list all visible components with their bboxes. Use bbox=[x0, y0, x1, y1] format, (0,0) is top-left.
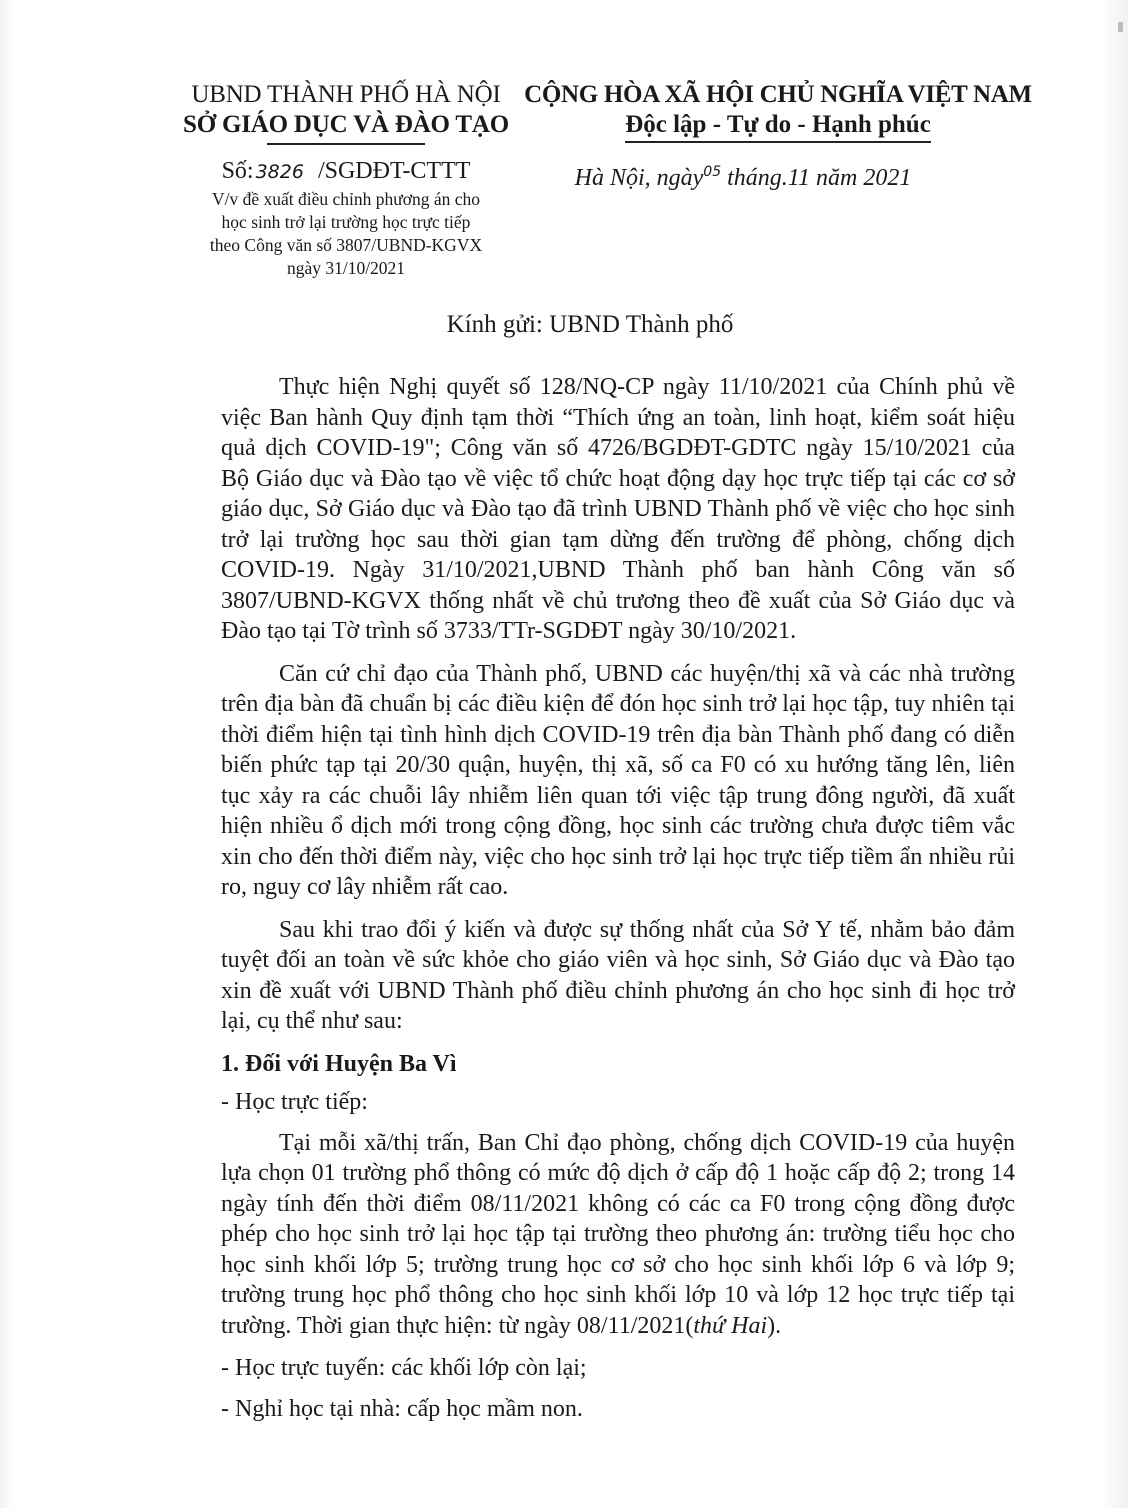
subject-line: ngày 31/10/2021 bbox=[286, 258, 406, 278]
in-person-label: - Học trực tiếp: bbox=[221, 1089, 368, 1115]
department-underline bbox=[267, 143, 425, 145]
body-paragraph: Sau khi trao đổi ý kiến và được sự thống nhất của Sở Y tế, nhằm bảo đảm tuyệt đối an toàn về sức khỏe cho giáo viên và học sinh, Sở Giáo dục và Đào tạo xin đề xuất với UBND Thành phố điều chỉnh phương án cho học sinh đi học trở lại, cụ thể như sau: bbox=[221, 916, 1015, 1034]
in-person-text: Tại mỗi xã/thị trấn, Ban Chỉ đạo phòng, chống dịch COVID-19 của huyện lựa chọn 01 trường phổ thông có mức độ dịch ở cấp độ 1 hoặc cấp độ 2; trong 14 ngày tính đến thời điểm 08/11/2021 không có các ca F0 trong cộng đồng được phép cho học sinh trở lại học tập tại trường theo phương án: trường tiểu học cho học sinh khối lớp 5; trường trung học cơ sở cho học sinh khối lớp 6 và lớp 9; trường trung học phổ thông cho học sinh khối lớp 10 và lớp 12 học trực tiếp tại trường. Thời gian thực hiện: từ ngày 08/11/2021( bbox=[221, 1129, 1015, 1339]
national-heading-block bbox=[508, 80, 1048, 193]
doc-number-label: Số: bbox=[221, 158, 254, 184]
document-subject bbox=[160, 188, 532, 280]
body-paragraph: Căn cứ chỉ đạo của Thành phố, UBND các huyện/thị xã và các nhà trường trên địa bàn đã chuẩn bị các điều kiện để đón học sinh trở lại học tập, tuy nhiên tại thời điểm hiện tại tình hình dịch COVID-19 trên địa bàn Thành phố đang có diễn biến phức tạp tại 20/30 quận, huyện, thị xã, số ca F0 có xu hướng tăng lên, liên tục xảy ra các chuỗi lây nhiễm liên quan tới việc tập trung đông người, đã xuất hiện nhiều ổ dịch mới trong cộng đồng, học sinh các trường chưa được tiêm vắc xin cho đến thời điểm này, việc cho học sinh trở lại học trực tiếp tiềm ẩn nhiều rủi ro, nguy cơ lây nhiễm rất cao. bbox=[221, 660, 1015, 900]
doc-number-suffix: /SGDĐT-CTTT bbox=[317, 158, 471, 184]
online-item: - Học trực tuyến: các khối lớp còn lại; bbox=[221, 1355, 587, 1381]
home-item: - Nghỉ học tại nhà: cấp học mầm non. bbox=[221, 1395, 583, 1422]
body-paragraph: Thực hiện Nghị quyết số 128/NQ-CP ngày 11/10/2021 của Chính phủ về việc Ban hành Quy định tạm thời “Thích ứng an toàn, linh hoạt, kiểm soát hiệu quả dịch COVID-19"; Công văn số 4726/BGDĐT-GDTC ngày 15/10/2021 của Bộ Giáo dục và Đào tạo về việc tổ chức hoạt động dạy học trực tiếp tại các cơ sở giáo dục, Sở Giáo dục và Đào tạo đã trình UBND Thành phố về việc cho học sinh trở lại trường học sau thời gian tạm dừng đến trường để phòng, chống dịch COVID-19. Ngày 31/10/2021,UBND Thành phố ban hành Công văn số 3807/UBND-KGVX thống nhất về chủ trương theo đề xuất của Sở Giáo dục và Đào tạo tại Tờ trình số 3733/TTr-SGDĐT ngày 30/10/2021. bbox=[221, 374, 1015, 644]
in-person-end: ). bbox=[767, 1312, 782, 1339]
department-name: SỞ GIÁO DỤC VÀ ĐÀO TẠO bbox=[183, 111, 509, 138]
subject-line: theo Công văn số 3807/UBND-KGVX bbox=[209, 235, 483, 255]
scan-artifact bbox=[1118, 22, 1123, 32]
subject-line: V/v đề xuất điều chỉnh phương án cho bbox=[211, 189, 481, 209]
national-motto: Độc lập - Tự do - Hạnh phúc bbox=[625, 110, 931, 143]
place-and-date bbox=[438, 157, 1048, 193]
document-body bbox=[221, 372, 1015, 1434]
month-handwritten: 11 bbox=[787, 165, 811, 191]
doc-number-handwritten: 3826 bbox=[255, 161, 304, 183]
day-handwritten: 05 bbox=[703, 164, 722, 180]
nation-name: CỘNG HÒA XÃ HỘI CHỦ NGHĨA VIỆT NAM bbox=[524, 81, 1032, 108]
in-person-paragraph bbox=[221, 1128, 1015, 1342]
subject-line: học sinh trở lại trường học trực tiếp bbox=[221, 212, 471, 232]
authority-name: UBND THÀNH PHỐ HÀ NỘI bbox=[191, 81, 501, 108]
section-title: 1. Đối với Huyện Ba Vì bbox=[221, 1050, 457, 1077]
year-label: năm 2021 bbox=[816, 165, 912, 191]
recipient-greeting: Kính gửi: UBND Thành phố bbox=[446, 311, 734, 338]
place-date-prefix: Hà Nội, ngày bbox=[574, 165, 704, 191]
weekday: thứ Hai bbox=[693, 1312, 768, 1339]
month-label: tháng. bbox=[727, 165, 788, 191]
